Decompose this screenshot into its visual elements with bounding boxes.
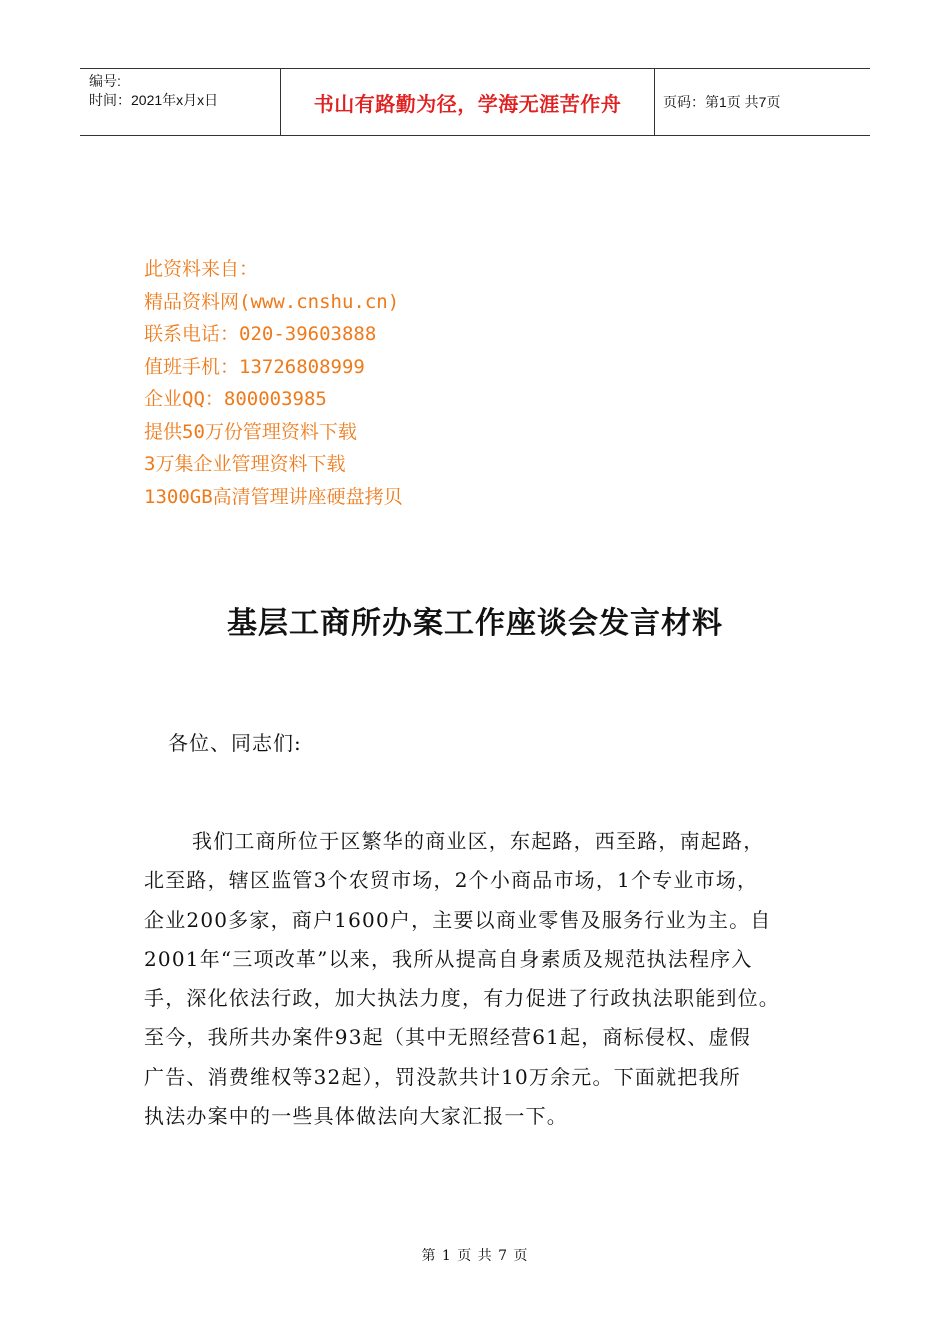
- salutation: 各位、同志们:: [168, 731, 302, 755]
- source-line: 企业QQ：800003985: [144, 388, 327, 410]
- paragraph-line: 手，深化依法行政，加大执法力度，有力促进了行政执法职能到位。: [144, 986, 780, 1011]
- number-label: 编号:: [89, 73, 121, 89]
- body-paragraph: [144, 822, 824, 1136]
- source-line: 精品资料网(www.cnshu.cn): [144, 290, 400, 313]
- source-line: 3万集企业管理资料下载: [144, 453, 346, 475]
- header-page-info: 页码：第1页 共7页: [663, 94, 781, 110]
- paragraph-line: 至今，我所共办案件93起（其中无照经营61起，商标侵权、虚假: [144, 1025, 751, 1050]
- paragraph-line: 执法办案中的一些具体做法向大家汇报一下。: [144, 1104, 568, 1129]
- paragraph-line: 广告、消费维权等32起），罚没款共计10万余元。下面就把我所: [144, 1064, 741, 1089]
- source-line: 此资料来自：: [144, 258, 259, 280]
- source-info-block: [144, 253, 744, 513]
- source-line: 值班手机：13726808999: [144, 355, 365, 378]
- paragraph-line: 2001年“三项改革”以来，我所从提高自身素质及规范执法程序入: [144, 946, 753, 971]
- paragraph-line: 企业200多家，商户1600户，主要以商业零售及服务行业为主。自: [144, 907, 772, 932]
- source-line: 提供50万份管理资料下载: [144, 420, 357, 443]
- header-meta: [80, 69, 281, 135]
- document-header: [80, 68, 870, 136]
- date-line: 时间：2021年x月x日: [89, 92, 219, 108]
- page-footer: 第 1 页 共 7 页: [421, 1248, 529, 1264]
- document-title: 基层工商所办案工作座谈会发言材料: [227, 606, 723, 641]
- source-line: 1300GB高清管理讲座硬盘拷贝: [144, 485, 403, 508]
- header-motto: 书山有路勤为径，学海无涯苦作舟: [281, 69, 655, 135]
- paragraph-line: 我们工商所位于区繁华的商业区，东起路，西至路，南起路，: [192, 829, 765, 853]
- paragraph-line: 北至路，辖区监管3个农贸市场，2个小商品市场，1个专业市场，: [144, 868, 759, 893]
- source-line: 联系电话：020-39603888: [144, 323, 377, 345]
